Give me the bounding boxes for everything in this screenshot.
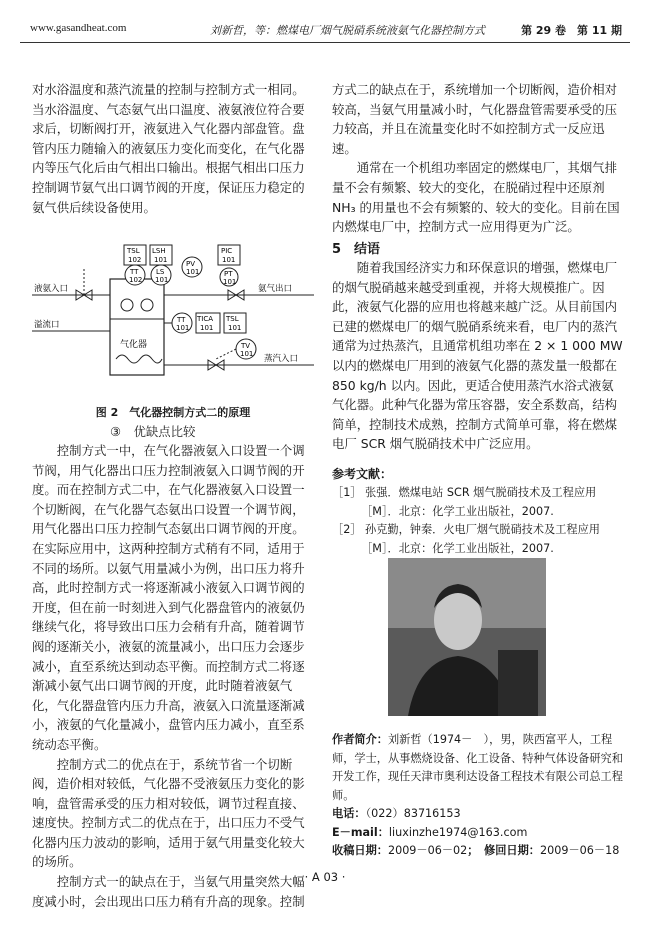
- tt102-tag: TT: [130, 268, 139, 276]
- journal-site: www.gasandheat.com: [30, 22, 127, 34]
- pic101-tag: PIC: [221, 247, 233, 255]
- running-header: [20, 18, 630, 40]
- issue-number: 第 29 卷 第 11 期: [521, 24, 622, 37]
- tv101-number: 101: [240, 350, 254, 358]
- tsl102-tag: TSL: [127, 247, 140, 255]
- tt101-number: 101: [176, 324, 190, 332]
- right-column-top: [332, 80, 624, 237]
- signal-line: [216, 349, 236, 359]
- paragraph: 随着我国经济实力和环保意识的增强，燃煤电厂的烟气脱硝越来越受到重视，并将大规模推广。因此，液氨气化器的应用也将越来越广泛。从目前国内已建的燃煤电厂的烟气脱硝系统来看，电厂内的蒸汽通常为过热蒸汽，且通常机组功率在 2 × 1 000 MW 以内的燃煤电厂用到的液氨气化器的蒸发量一般都在 850 kg/h 以内。因此，更适合使用蒸汽水浴式液氨气化器。此种气化器为常压容器，安全系数高，结构简单，控制技术成熟，控制方式简单可靠，将在燃煤电厂 SCR 烟气脱硝技术中广泛应用。: [332, 260, 623, 452]
- right-column-body: [332, 258, 624, 454]
- paragraph: 通常在一个机组功率固定的燃煤电厂，其烟气排量不会有频繁、较大的变化，在脱硝过程中还原剂 NH₃ 的用量也不会有频繁的、较大的变化。目前在国内燃煤电厂中，控制方式一应用得更为广泛。: [332, 160, 620, 235]
- control-schematic: [32, 239, 314, 391]
- revised-label: ； 修回日期：: [467, 844, 540, 857]
- phone-label: 电话：: [332, 807, 366, 820]
- ls101-tag: LS: [156, 268, 165, 276]
- pt101-number: 101: [223, 278, 237, 286]
- header-rule: [20, 42, 630, 43]
- revised-date: 2009－06－18: [540, 844, 620, 857]
- reference-item: ［2］ 孙克勤，钟秦．火电厂烟气脱硝技术及工程应用［M］．北京：化学工业出版社，2007.: [332, 523, 600, 555]
- paragraph: 控制方式一中，在气化器液氨入口设置一个调节阀，用气化器出口压力控制液氨入口调节阀的开度。而在控制方式二中，在气化器液氨入口设置一个切断阀，在气化器气态氨出口设置一个调节阀，用气化器出口压力控制气态氨出口调节阀的开度。在实际应用中，这两种控制方式稍有不同，适用于不同的场所。以氨气用量减小为例，出口压力将升高，此时控制方式一将逐渐减小液氨入口调节阀的开度，但在前一时刻进入到气化器盘管内的液氨仍继续气化，将导致出口压力会稍有升高，随着调节阀的逐渐关小，液氨的流量减小，出口压力会逐步减小，直至系统达到动态平衡。而控制方式二将逐渐减小氨气出口调节阀的开度，此时随着液氨气化，气化器盘管内压力升高，液氨入口流量逐渐减小，液氨的气化量减小，盘管内压力减小，直至系统动态平衡。: [32, 443, 305, 752]
- paragraph: 控制方式二的优点在于，系统节省一个切断阀，造价相对较低，气化器不受液氨压力变化的影响，盘管需承受的压力相对较低，调节过程直接、速度快。控制方式二的优点在于，出口压力不受气化器内压力波动的影响，适用于氨气用量变化较大的场所。: [32, 756, 305, 870]
- tv101-tag: TV: [241, 342, 251, 350]
- tt101-tag: TT: [177, 316, 186, 324]
- left-column-top: [32, 80, 314, 217]
- pt101-tag: PT: [224, 270, 233, 278]
- left-column-body: [32, 441, 314, 911]
- pic101-number: 101: [222, 256, 236, 264]
- reference-item: ［1］ 张强．燃煤电站 SCR 烟气脱硝技术及工程应用［M］．北京：化学工业出版社，2007.: [332, 486, 597, 518]
- page-number: · A 03 ·: [304, 870, 346, 884]
- bio-text: 刘新哲（1974－ ），男，陕西富平人，工程师，学士，从事燃烧设备、化工设备、特种气体设备研究和开发工作，现任天津市奥利达设备工程技术有限公司总工程师。: [332, 733, 623, 802]
- bio-label: 作者简介：: [332, 733, 388, 746]
- author-portrait-icon: [388, 558, 546, 716]
- received-label: 收稿日期：: [332, 844, 388, 857]
- lsh101-tag: LSH: [152, 247, 166, 255]
- subsection-heading: ③ 优缺点比较: [110, 424, 196, 439]
- steam-inlet-label: 蒸汽入口: [264, 354, 299, 364]
- email-label: E－mail：: [332, 825, 389, 839]
- tsl102-number: 102: [128, 256, 142, 264]
- phone-line: [332, 805, 624, 824]
- lsh101-number: 101: [154, 256, 168, 264]
- paragraph: 控制方式一的缺点在于，当氨气用量突然大幅度减小时，会出现出口压力稍有升高的现象。控制: [32, 874, 305, 909]
- tica101-number: 101: [200, 324, 214, 332]
- bio-line: [332, 731, 624, 805]
- author-photo: [388, 558, 546, 716]
- gauge-icon: [121, 299, 133, 311]
- tica101-tag: TICA: [197, 315, 214, 323]
- figure-caption: 图 2 气化器控制方式二的原理: [95, 406, 251, 419]
- references-heading: 参考文献：: [332, 467, 393, 481]
- coil-icon: [116, 355, 162, 363]
- email-value: liuxinzhe1974@163.com: [388, 825, 528, 839]
- paragraph: 对水浴温度和蒸汽流量的控制与控制方式一相同。当水浴温度、气态氨气出口温度、液氨液位符合要求后，切断阀打开，液氨进入气化器内部盘管。盘管内压力随输入的液氨压力变化而变化，在气化器内等压气化后由气相出口输出。根据气相出口压力控制调节氨气出口调节阀的开度，保证压力稳定的氨气供后续设备使用。: [32, 82, 305, 215]
- gauge-icon: [141, 299, 153, 311]
- figure-2: [32, 239, 314, 391]
- running-title: 刘新哲，等：燃煤电厂烟气脱硝系统液氨气化器控制方式: [210, 24, 485, 37]
- overflow-label: 溢流口: [34, 320, 60, 330]
- gas-outlet-label: 氨气出口: [258, 284, 293, 294]
- vaporizer-vessel: [110, 279, 164, 375]
- vaporizer-label: 气化器: [120, 340, 148, 350]
- references-list: [332, 484, 624, 558]
- paragraph: 方式二的缺点在于，系统增加一个切断阀，造价相对较高，当氨气用量减小时，气化器盘管需要承受的压力较高，并且在流量变化时不如控制方式一反应迅速。: [332, 82, 617, 156]
- tt102-number: 102: [129, 276, 143, 284]
- pv101-number: 101: [186, 268, 200, 276]
- pv101-tag: PV: [186, 260, 196, 268]
- section-heading: 5 结语: [332, 242, 381, 257]
- tsl101-number: 101: [228, 324, 242, 332]
- author-bio: [332, 731, 624, 861]
- phone-value: （022）83716153: [365, 807, 461, 820]
- tsl101-tag: TSL: [226, 315, 239, 323]
- received-date: 2009－06－02: [387, 844, 468, 857]
- email-line: [332, 824, 624, 843]
- liquid-inlet-label: 液氨入口: [34, 284, 69, 294]
- dates-line: [332, 842, 624, 861]
- ls101-number: 101: [155, 276, 169, 284]
